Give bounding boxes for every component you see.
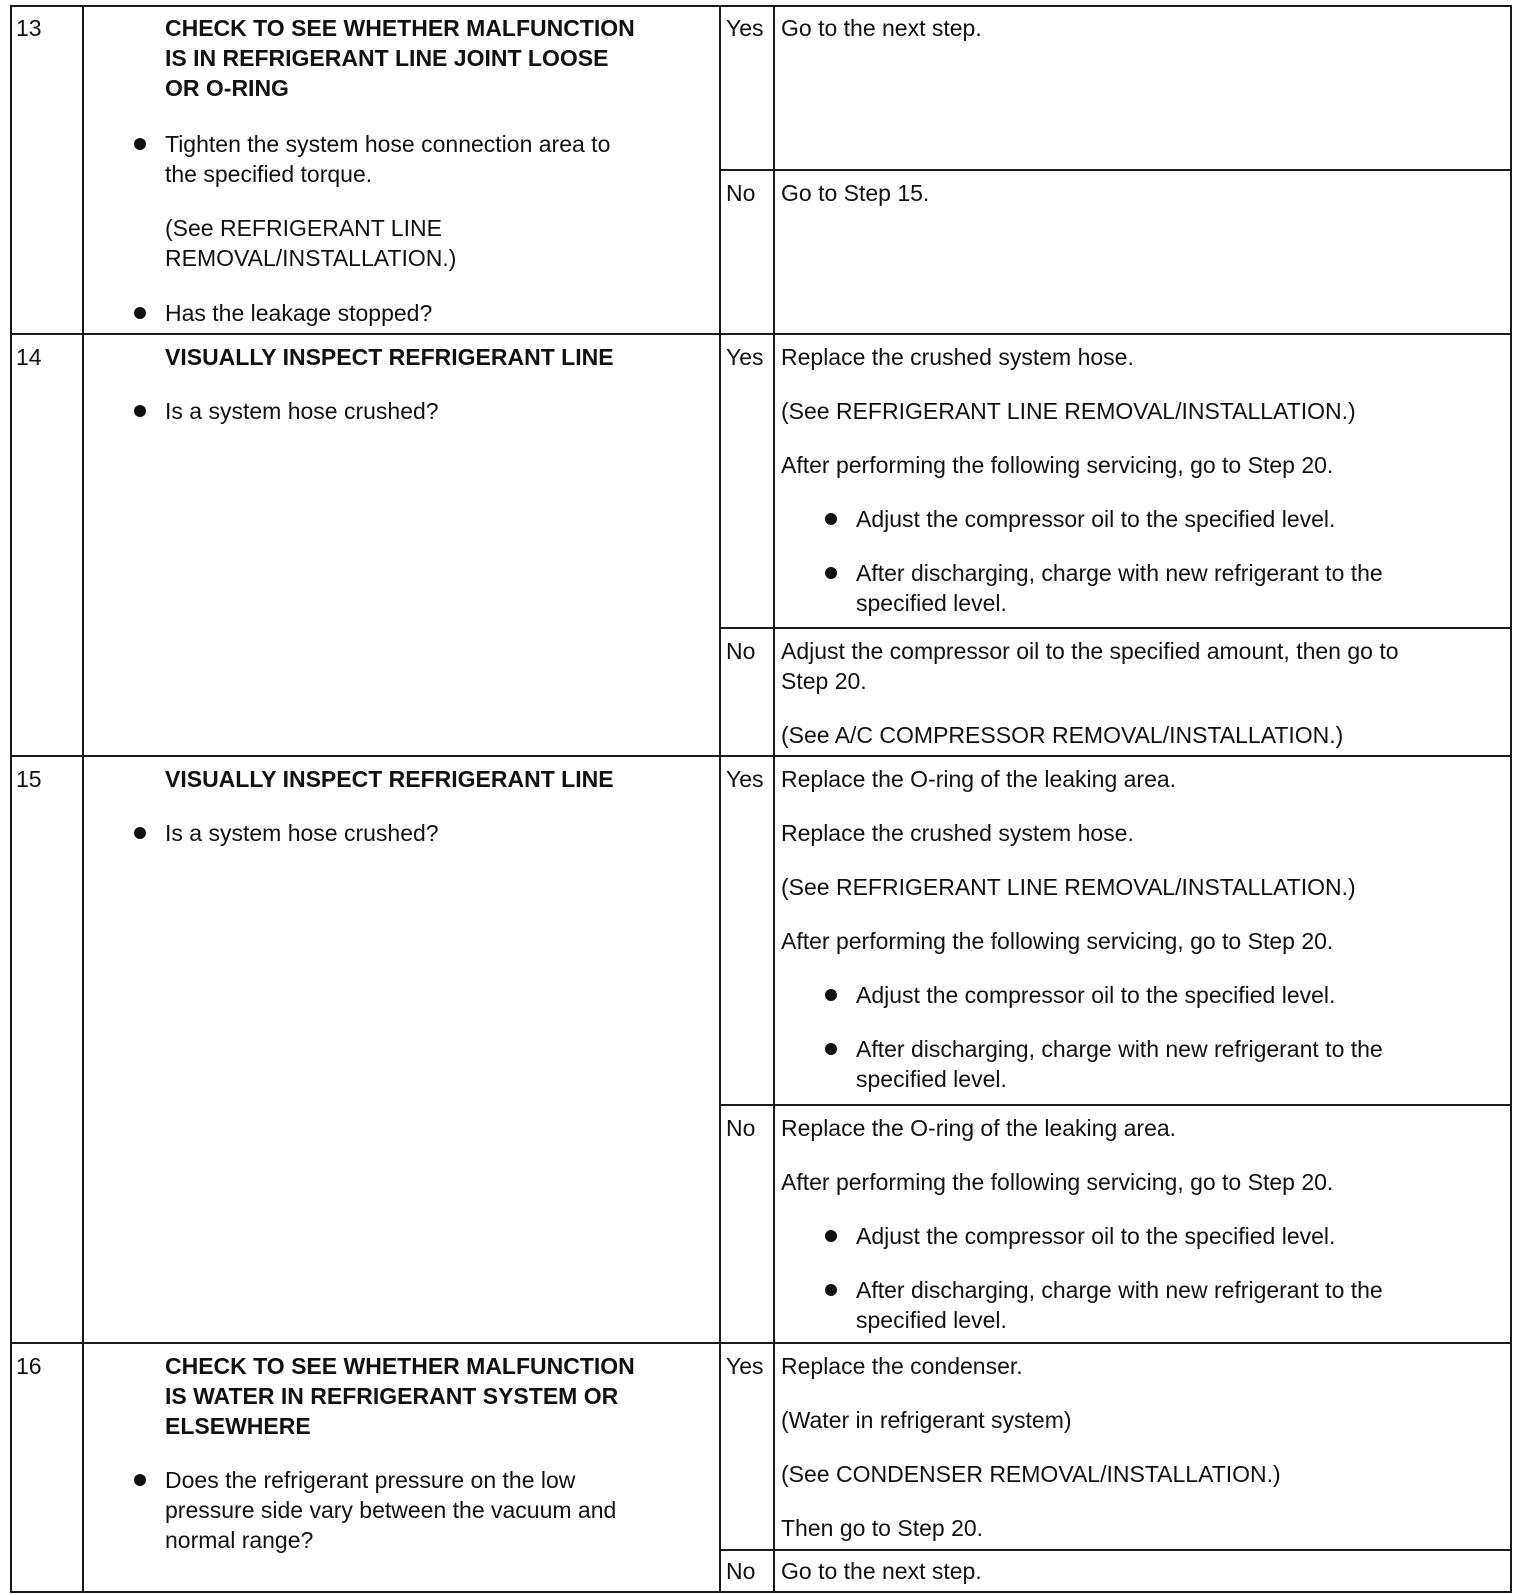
step-heading: CHECK TO SEE WHETHER MALFUNCTION [165,1353,635,1379]
step-heading: VISUALLY INSPECT REFRIGERANT LINE [165,344,614,370]
no-action-item: specified level. [856,1307,1007,1333]
yes-label: Yes [726,1353,764,1379]
no-label: No [726,180,756,206]
row-divider [10,755,1511,757]
yes-action: After performing the following servicing, go to Step 20. [781,452,1334,478]
yes-action: Replace the O-ring of the leaking area. [781,766,1177,792]
no-action: After performing the following servicing, go to Step 20. [781,1169,1334,1195]
check-item: Tighten the system hose connection area to [165,131,611,157]
row-divider [720,1104,1511,1106]
yes-action-item: After discharging, charge with new refrigerant to the [856,560,1383,586]
bullet-icon [825,1284,837,1296]
no-label: No [726,1558,756,1584]
yes-action: Then go to Step 20. [781,1515,984,1541]
no-action: (See A/C COMPRESSOR REMOVAL/INSTALLATION.) [781,722,1344,748]
row-divider [720,627,1511,629]
no-action-item: After discharging, charge with new refrigerant to the [856,1277,1383,1303]
step-heading: CHECK TO SEE WHETHER MALFUNCTION [165,15,635,41]
bullet-icon [134,827,146,839]
yes-action-item: After discharging, charge with new refrigerant to the [856,1036,1383,1062]
bullet-icon [825,989,837,1001]
row-divider [10,333,1511,335]
column-divider [82,5,84,1593]
bullet-icon [825,1230,837,1242]
yes-action-item: Adjust the compressor oil to the specified level. [856,506,1336,532]
check-item: the specified torque. [165,161,373,187]
bullet-icon [134,1474,146,1486]
check-item: Does the refrigerant pressure on the low [165,1467,576,1493]
row-divider [720,169,1511,171]
yes-label: Yes [726,344,764,370]
no-action: Go to the next step. [781,1558,982,1584]
column-divider [773,5,775,1593]
table-border-top [10,5,1511,7]
reference-text: (See REFRIGERANT LINE [165,215,442,241]
check-item: Has the leakage stopped? [165,300,433,326]
reference-text: REMOVAL/INSTALLATION.) [165,245,457,271]
no-action: Step 20. [781,668,867,694]
yes-action-item: Adjust the compressor oil to the specified level. [856,982,1336,1008]
table-border-right [1510,5,1512,1593]
step-heading: IS WATER IN REFRIGERANT SYSTEM OR [165,1383,619,1409]
bullet-icon [825,567,837,579]
step-number: 15 [16,766,42,792]
table-border-left [10,5,12,1593]
step-heading: VISUALLY INSPECT REFRIGERANT LINE [165,766,614,792]
no-action: Adjust the compressor oil to the specified amount, then go to [781,638,1399,664]
yes-action: Replace the condenser. [781,1353,1023,1379]
yes-action-item: specified level. [856,590,1007,616]
check-item: Is a system hose crushed? [165,398,439,424]
step-number: 16 [16,1353,42,1379]
bullet-icon [134,405,146,417]
yes-action: (See REFRIGERANT LINE REMOVAL/INSTALLATION.) [781,398,1356,424]
bullet-icon [134,307,146,319]
no-label: No [726,1115,756,1141]
step-heading: OR O-RING [165,75,289,101]
yes-action: (See CONDENSER REMOVAL/INSTALLATION.) [781,1461,1281,1487]
no-action-item: Adjust the compressor oil to the specified level. [856,1223,1336,1249]
yes-action: After performing the following servicing, go to Step 20. [781,928,1334,954]
bullet-icon [134,138,146,150]
check-item: normal range? [165,1527,314,1553]
yes-action: Replace the crushed system hose. [781,344,1134,370]
yes-action: Replace the crushed system hose. [781,820,1134,846]
row-divider [720,1549,1511,1551]
table-border-bottom [10,1591,1511,1593]
check-item: Is a system hose crushed? [165,820,439,846]
no-action: Replace the O-ring of the leaking area. [781,1115,1177,1141]
yes-action: Go to the next step. [781,15,982,41]
column-divider [719,5,721,1593]
step-heading: ELSEWHERE [165,1413,311,1439]
step-heading: IS IN REFRIGERANT LINE JOINT LOOSE [165,45,609,71]
row-divider [10,1342,1511,1344]
bullet-icon [825,1043,837,1055]
step-number: 14 [16,344,42,370]
yes-action-item: specified level. [856,1066,1007,1092]
no-label: No [726,638,756,664]
yes-action: (Water in refrigerant system) [781,1407,1072,1433]
yes-label: Yes [726,15,764,41]
check-item: pressure side vary between the vacuum and [165,1497,617,1523]
step-number: 13 [16,15,42,41]
yes-label: Yes [726,766,764,792]
yes-action: (See REFRIGERANT LINE REMOVAL/INSTALLATION.) [781,874,1356,900]
bullet-icon [825,513,837,525]
no-action: Go to Step 15. [781,180,930,206]
